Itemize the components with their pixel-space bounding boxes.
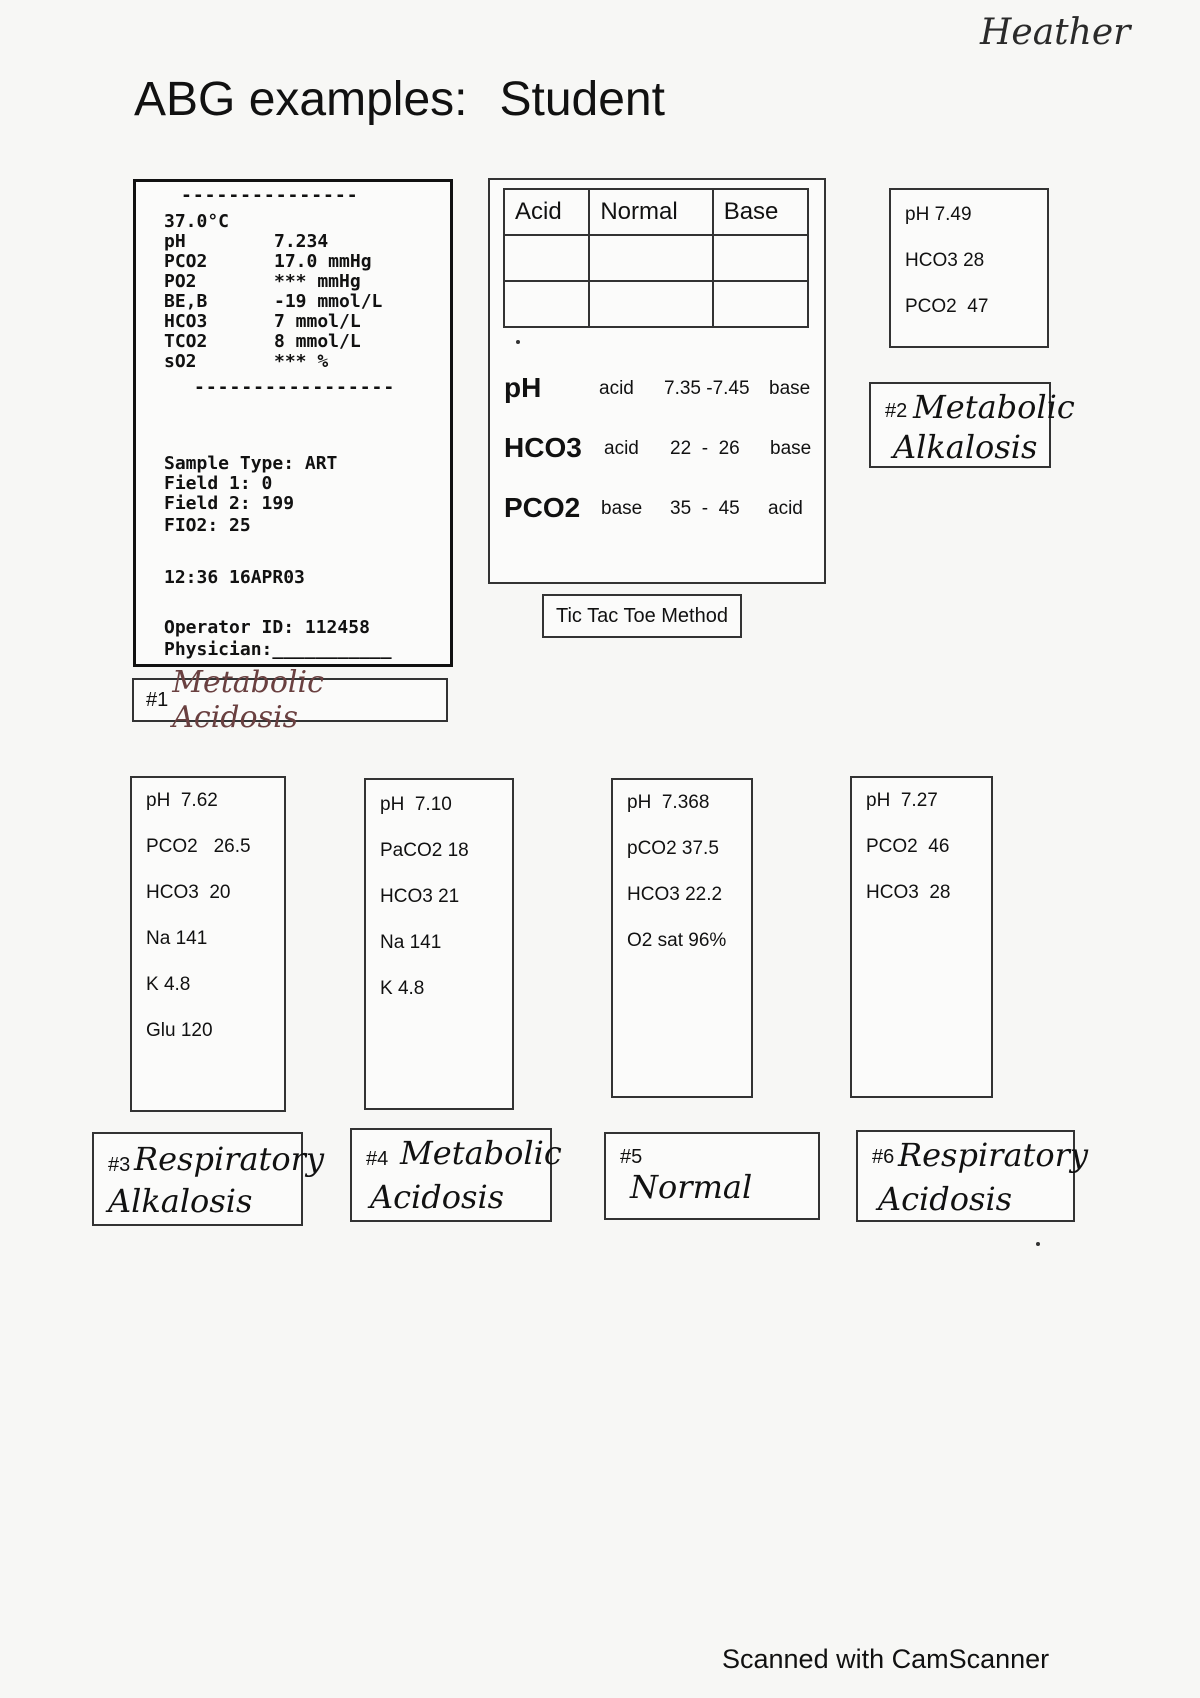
lab-values-3: [130, 776, 286, 1112]
lab-line: pH 7.62: [146, 790, 218, 811]
author-name: Heather: [980, 12, 1131, 53]
lab-line: HCO3 20: [146, 882, 231, 903]
lab-line: pH 7.368: [627, 792, 710, 813]
answer-line-1: Metabolic: [913, 388, 1075, 426]
printout-value: *** mmHg: [274, 271, 361, 292]
printout-label: TCO2: [164, 331, 208, 352]
printout-row: [164, 232, 424, 252]
printout-field2: Field 2: 199: [164, 493, 295, 514]
printout-label: PCO2: [164, 251, 208, 272]
lab-line: HCO3 21: [380, 886, 460, 907]
answer-number: #3: [108, 1154, 131, 1176]
answer-number: #1: [146, 688, 169, 711]
grid-cell: [713, 281, 808, 327]
printout-row: [164, 312, 424, 332]
lab-line: HCO3 28: [905, 250, 985, 271]
printout-field1: Field 1: 0: [164, 473, 273, 494]
printout-row: [164, 352, 424, 372]
grid-header-normal: Normal: [589, 189, 712, 235]
grid-cell: [504, 281, 589, 327]
abg-printout: [133, 179, 453, 667]
method-label: Tic Tac Toe Method: [542, 594, 742, 638]
answer-number: #5: [620, 1146, 643, 1168]
printout-row: [164, 252, 424, 272]
range-left: acid: [599, 378, 634, 399]
lab-line: HCO3 22.2: [627, 884, 723, 905]
stray-mark: [1036, 1242, 1040, 1246]
tic-tac-toe-grid: [503, 188, 809, 328]
answer-box-2: [869, 382, 1075, 468]
answer-box-6: [856, 1130, 1089, 1222]
title-main: ABG examples:: [134, 73, 468, 126]
range-right: base: [769, 378, 811, 399]
answer-line-2: Alkalosis: [893, 428, 1038, 466]
printout-row: [164, 332, 424, 352]
range-row-hco3: [504, 432, 814, 462]
printout-label: HCO3: [164, 311, 208, 332]
lab-line: PCO2 26.5: [146, 836, 251, 857]
page-title: [134, 72, 665, 127]
lab-values-2: [889, 188, 1049, 348]
lab-line: Na 141: [380, 932, 442, 953]
range-values: 22 - 26: [670, 438, 740, 459]
printout-divider-top: ---------------: [181, 185, 359, 206]
printout-sample-type: Sample Type: ART: [164, 453, 338, 474]
range-left: base: [601, 498, 643, 519]
printout-value: 17.0 mmHg: [274, 251, 372, 272]
range-row-ph: [504, 372, 814, 402]
answer-line-1: Respiratory: [898, 1136, 1089, 1174]
answer-box-3: [92, 1132, 325, 1226]
printout-operator: Operator ID: 112458: [164, 617, 370, 638]
lab-values-6: [850, 776, 993, 1098]
printout-row: [164, 272, 424, 292]
grid-cell: [589, 235, 712, 281]
lab-line: pH 7.10: [380, 794, 452, 815]
range-right: acid: [768, 498, 803, 519]
stray-mark: [516, 340, 520, 344]
answer-number: #6: [872, 1146, 895, 1168]
printout-label: pH: [164, 231, 186, 252]
lab-line: PaCO2 18: [380, 840, 469, 861]
answer-line-2: Acidosis: [878, 1180, 1013, 1218]
grid-header-base: Base: [713, 189, 808, 235]
grid-cell: [504, 235, 589, 281]
range-values: 7.35 -7.45: [664, 378, 750, 399]
range-right: base: [770, 438, 812, 459]
printout-label: BE,B: [164, 291, 208, 312]
answer-line-1: Normal: [630, 1168, 753, 1206]
answer-number: #2: [885, 400, 908, 422]
lab-values-4: [364, 778, 514, 1110]
lab-line: Glu 120: [146, 1020, 213, 1041]
printout-value: *** %: [274, 351, 329, 372]
scanner-watermark: Scanned with CamScanner: [722, 1644, 1050, 1674]
lab-line: pH 7.49: [905, 204, 972, 225]
lab-line: pCO2 37.5: [627, 838, 719, 859]
printout-value: 7 mmol/L: [274, 311, 361, 332]
tic-tac-toe-panel: [488, 178, 826, 584]
lab-line: Na 141: [146, 928, 208, 949]
answer-box-5: [604, 1132, 820, 1220]
lab-line: pH 7.27: [866, 790, 938, 811]
lab-line: PCO2 47: [905, 296, 989, 317]
lab-line: O2 sat 96%: [627, 930, 727, 951]
grid-cell: [713, 235, 808, 281]
printout-label: sO2: [164, 351, 197, 372]
printout-temperature: 37.0°C: [164, 211, 230, 232]
answer-line-1: Metabolic: [400, 1134, 562, 1172]
range-left: acid: [604, 438, 639, 459]
grid-cell: [589, 281, 712, 327]
printout-row: [164, 292, 424, 312]
range-name: pH: [504, 372, 542, 403]
answer-line-2: Alkalosis: [108, 1182, 253, 1220]
printout-physician: Physician:___________: [164, 639, 392, 660]
lab-line: PCO2 46: [866, 836, 950, 857]
range-name: PCO2: [504, 492, 581, 523]
lab-values-5: [611, 778, 753, 1098]
printout-fio2: FIO2: 25: [164, 515, 251, 536]
printout-divider-bottom: -----------------: [194, 377, 396, 398]
printout-value: -19 mmol/L: [274, 291, 383, 312]
lab-line: K 4.8: [146, 974, 191, 995]
grid-header-acid: Acid: [504, 189, 589, 235]
printout-label: PO2: [164, 271, 197, 292]
answer-box-1: [132, 665, 448, 735]
range-name: HCO3: [504, 432, 582, 463]
printout-value: 8 mmol/L: [274, 331, 361, 352]
range-values: 35 - 45: [670, 498, 740, 519]
lab-line: K 4.8: [380, 978, 425, 999]
lab-line: HCO3 28: [866, 882, 951, 903]
range-row-pco2: [504, 492, 814, 522]
title-sub: Student: [499, 73, 665, 126]
answer-number: #4: [366, 1148, 389, 1170]
printout-timestamp: 12:36 16APR03: [164, 567, 305, 588]
printout-value: 7.234: [274, 231, 329, 252]
answer-line-2: Acidosis: [370, 1178, 505, 1216]
answer-diagnosis: Metabolic Acidosis: [172, 665, 324, 735]
answer-box-4: [350, 1128, 562, 1222]
answer-line-1: Respiratory: [134, 1140, 325, 1178]
